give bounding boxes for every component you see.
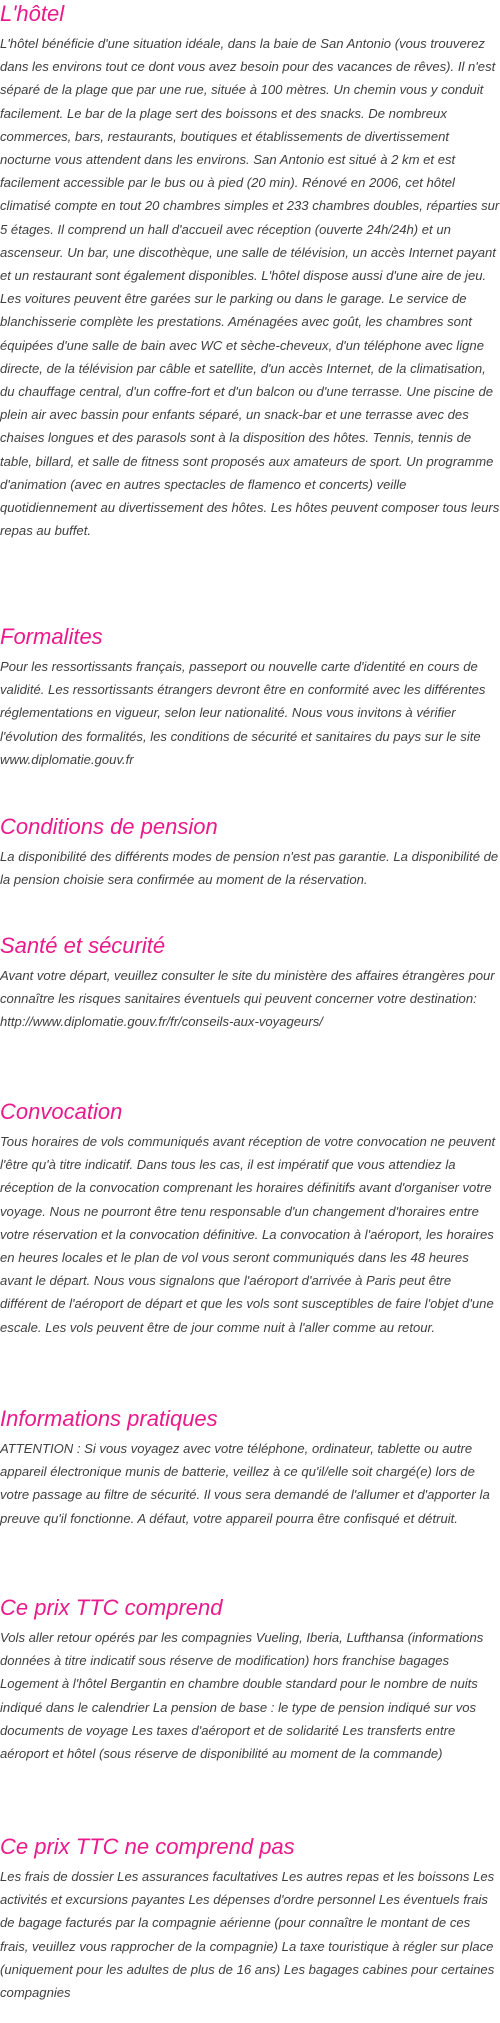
section-body-informations-pratiques: ATTENTION : Si vous voyagez avec votre téléphone, ordinateur, tablette ou autre appareil électronique munis de batterie, veillez à ce qu'il/elle soit chargé(e) lors de votre passage au filtre de sécurité. Il vous sera demandé de l'allumer et d'apporter la preuve qu'il fonctionne. A défaut, votre appareil pourra être confisqué et détruit. — [0, 1441, 490, 1526]
section-title-convocation: Convocation — [0, 1099, 123, 1124]
section-body-formalites: Pour les ressortissants français, passeport ou nouvelle carte d'identité en cours de validité. Les ressortissants étrangers devront être en conformité avec les différentes réglementations en vigueur, selon leur nationalité. Nous vous invitons à vérifier l'évolution des formalités, les conditions de sécurité et sanitaires du pays sur le site www.diplomatie.gouv.fr — [0, 659, 486, 767]
section-title-sante-securite: Santé et sécurité — [0, 933, 166, 958]
section-body-sante-securite: Avant votre départ, veuillez consulter le site du ministère des affaires étrangères pour connaître les risques sanitaires éventuels qui peuvent concerner votre destination: http://www.diplomatie.gouv.fr/fr/conseils-aux-voyageurs/ — [0, 968, 495, 1030]
section-convocation — [0, 1098, 500, 1339]
section-body-prix-comprend: Vols aller retour opérés par les compagnies Vueling, Iberia, Lufthansa (informations données à titre indicatif sous réserve de modification) hors franchise bagages Logement à l'hôtel Bergantin en chambre double standard pour le nombre de nuits indiqué dans le calendrier La pension de base : le type de pension indiqué sur vos documents de voyage Les taxes d'aéroport et de solidarité Les transferts entre aéroport et hôtel (sous réserve de disponibilité au moment de la commande) — [0, 1630, 484, 1762]
section-title-informations-pratiques: Informations pratiques — [0, 1406, 218, 1431]
section-body-conditions-pension: La disponibilité des différents modes de pension n'est pas garantie. La disponibilité de la pension choisie sera confirmée au moment de la réservation. — [0, 849, 499, 888]
section-informations-pratiques — [0, 1405, 500, 1530]
section-formalites — [0, 623, 500, 771]
section-prix-comprend — [0, 1594, 500, 1765]
section-body-prix-ne-comprend-pas: Les frais de dossier Les assurances facultatives Les autres repas et les boissons Les activités et excursions payantes Les dépenses d'ordre personnel Les éventuels frais de bagage facturés par la compagnie aérienne (pour connaître le montant de ces frais, veuillez vous rapprocher de la compagnie) La taxe touristique à régler sur place (uniquement pour les adultes de plus de 16 ans) Les bagages cabines pour certaines compagnies — [0, 1869, 495, 2001]
section-body-convocation: Tous horaires de vols communiqués avant réception de votre convocation ne peuvent l'être qu'à titre indicatif. Dans tous les cas, il est impératif que vous attendiez la réception de la convocation comprenant les horaires définitifs avant d'organiser votre voyage. Nous ne pourront être tenu responsable d'un changement d'horaires entre votre réservation et la convocation définitive. La convocation à l'aéroport, les horaires en heures locales et le plan de vol vous seront communiqués dans les 48 heures avant le départ. Nous vous signalons que l'aéroport d'arrivée à Paris peut être différent de l'aéroport de départ et que les vols sont susceptibles de faire l'objet d'une escale. Les vols peuvent être de jour comme nuit à l'aller comme au retour. — [0, 1134, 496, 1335]
section-conditions-pension — [0, 813, 500, 891]
section-title-prix-comprend: Ce prix TTC comprend — [0, 1595, 223, 1620]
section-title-prix-ne-comprend-pas: Ce prix TTC ne comprend pas — [0, 1834, 295, 1859]
section-body-hotel: L'hôtel bénéficie d'une situation idéale, dans la baie de San Antonio (vous trouverez dans les environs tout ce dont vous avez besoin pour des vacances de rêves). Il n'est séparé de la plage que par une rue, située à 100 mètres. Un chemin vous y conduit facilement. Le bar de la plage sert des boissons et des snacks. De nombreux commerces, bars, restaurants, boutiques et établissements de divertissement nocturne vous attendent dans les environs. San Antonio est situé à 2 km et est facilement accessible par le bus ou à pied (20 min). Rénové en 2006, cet hôtel climatisé compte en tout 20 chambres simples et 233 chambres doubles, réparties sur 5 étages. Il comprend un hall d'accueil avec réception (ouverte 24h/24h) et un ascenseur. Un bar, une discothèque, une salle de télévision, un accès Internet payant et un restaurant sont également disponibles. L'hôtel dispose aussi d'une aire de jeu. Les voitures peuvent être garées sur le parking ou dans le garage. Le service de blanchisserie complète les prestations. Aménagées avec goût, les chambres sont équipées d'une salle de bain avec WC et sèche-cheveux, d'un téléphone avec ligne directe, de la télévision par câble et satellite, d'un accès Internet, de la climatisation, du chauffage central, d'un coffre-fort et d'un balcon ou d'une terrasse. Une piscine de plein air avec bassin pour enfants séparé, un snack-bar et une terrasse avec des chaises longues et des parasols sont à la disposition des hôtes. Tennis, tennis de table, billard, et salle de fitness sont proposés aux amateurs de sport. Un programme d'animation (avec en autres spectacles de flamenco et concerts) veille quotidiennement au divertissement des hôtes. Les hôtes peuvent composer tous leurs repas au buffet. — [0, 36, 500, 539]
section-hotel — [0, 0, 500, 542]
section-title-formalites: Formalites — [0, 624, 103, 649]
section-title-conditions-pension: Conditions de pension — [0, 814, 218, 839]
section-sante-securite — [0, 932, 500, 1034]
section-prix-ne-comprend-pas — [0, 1833, 500, 2004]
section-title-hotel: L'hôtel — [0, 1, 65, 26]
